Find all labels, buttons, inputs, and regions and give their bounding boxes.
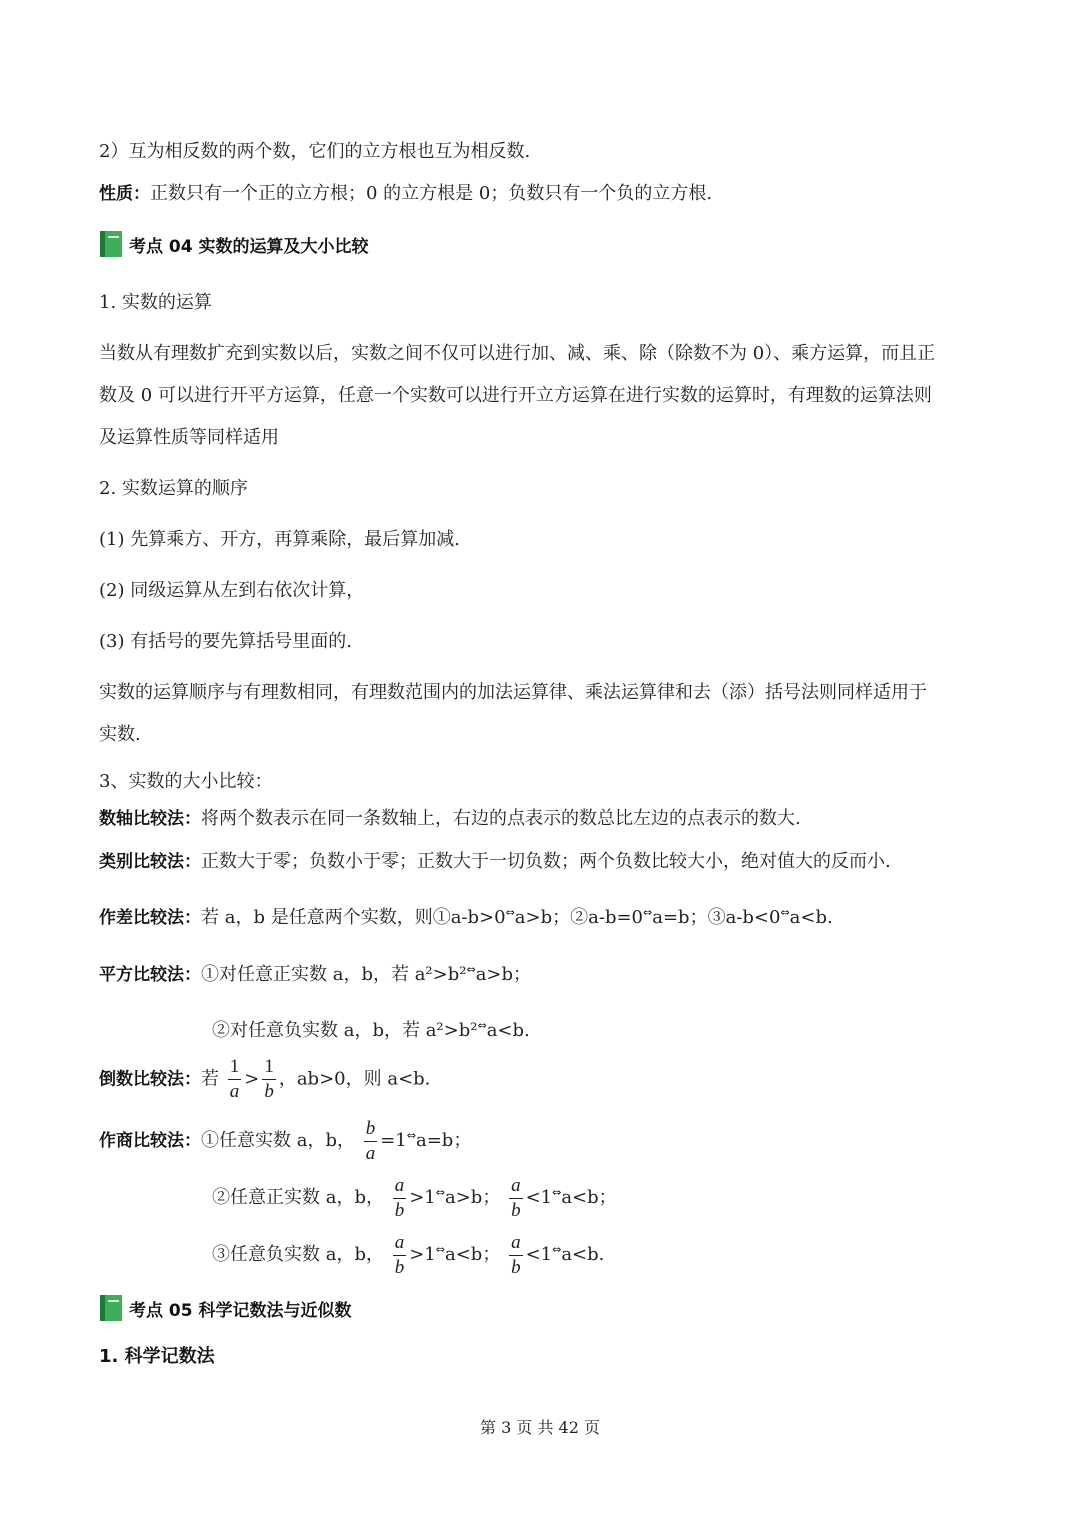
- fraction-one-over-a: $\frac{1}{a}$: [229, 1056, 240, 1102]
- iff-symbol: ⇔: [435, 1243, 445, 1256]
- formula-text: a>b；: [475, 964, 532, 985]
- section-heading-05: [99, 1292, 352, 1324]
- paragraph-line: 及运算性质等同样适用: [99, 427, 279, 448]
- formula-text: 若: [201, 1068, 219, 1090]
- fraction-b-over-a: $\frac{b}{a}$: [365, 1117, 376, 1164]
- page-footer: 第 3 页 共 42 页: [480, 1418, 600, 1437]
- formula-text: a=b；: [415, 1130, 472, 1151]
- order-item-1: (1) 先算乘方、开方，再算乘除，最后算加减.: [99, 529, 460, 550]
- formula-text: >1: [409, 1187, 436, 1208]
- iff-symbol: ⇔: [477, 1019, 487, 1032]
- iff-symbol: ⇔: [552, 1243, 562, 1256]
- iff-symbol: ⇔: [643, 906, 653, 919]
- formula-text: a<b；: [444, 1244, 501, 1265]
- formula-text: ①任意实数 a，b，: [201, 1130, 355, 1151]
- subheading-order: 2. 实数运算的顺序: [99, 478, 248, 499]
- line-cube-root-opposite: 2）互为相反数的两个数，它们的立方根也互为相反数.: [99, 141, 531, 162]
- iff-symbol: ⇔: [552, 1186, 562, 1199]
- method-quotient: [99, 1113, 471, 1165]
- order-item-3: (3) 有括号的要先算括号里面的.: [99, 631, 352, 652]
- iff-symbol: ⇔: [406, 1129, 416, 1142]
- formula-text: ②任意正实数 a，b，: [212, 1187, 384, 1208]
- section-heading-04: [99, 228, 369, 260]
- property-label: 性质：: [99, 184, 150, 204]
- order-item-2: (2) 同级运算从左到右依次计算，: [99, 580, 365, 601]
- formula-text: a<b.: [486, 1020, 530, 1041]
- iff-symbol: ⇔: [780, 906, 790, 919]
- paragraph-line: 当数从有理数扩充到实数以后，实数之间不仅可以进行加、减、乘、除（除数不为 0）、乘方运算，而且正: [99, 343, 936, 364]
- iff-symbol: ⇔: [435, 1186, 445, 1199]
- method-label: 数轴比较法：: [99, 809, 201, 829]
- formula-text: a=b；③a-b<0: [652, 907, 781, 928]
- property-text: 正数只有一个正的立方根；0 的立方根是 0；负数只有一个负的立方根.: [150, 183, 713, 204]
- fraction-a-over-b: $\frac{a}{b}$: [394, 1174, 405, 1221]
- iff-symbol: ⇔: [466, 963, 476, 976]
- paragraph-line: 实数.: [99, 724, 141, 745]
- formula-text: <1: [525, 1187, 553, 1208]
- formula-text: ③任意负实数 a，b，: [212, 1244, 384, 1265]
- fraction-a-over-b: $\frac{a}{b}$: [394, 1231, 405, 1278]
- formula-text: a>b；②a-b=0: [514, 907, 644, 928]
- formula-text: a<b.: [789, 907, 833, 928]
- method-label: 平方比较法：: [99, 965, 201, 985]
- method-square-negative: [212, 1013, 530, 1044]
- formula-text: ②对任意负实数 a，b，若 a²>b²: [212, 1020, 478, 1041]
- formula-text: <1: [525, 1244, 553, 1265]
- method-label: 类别比较法：: [99, 852, 201, 872]
- method-quotient-negative: [212, 1227, 604, 1279]
- book-icon: [99, 230, 123, 258]
- formula-text: ①对任意正实数 a，b，若 a²>b²: [201, 964, 467, 985]
- formula-text: a<b.: [561, 1244, 605, 1265]
- formula-text: >1: [409, 1244, 436, 1265]
- formula-text: 若 a，b 是任意两个实数，则①a-b>0: [201, 907, 506, 928]
- section-title-04: 考点 04 实数的运算及大小比较: [129, 236, 369, 257]
- formula-text: a<b；: [561, 1187, 617, 1208]
- formula-text: =1: [380, 1130, 407, 1151]
- paragraph-line: 数及 0 可以进行开平方运算，任意一个实数可以进行开立方运算在进行实数的运算时，有理数的运算法则: [99, 385, 932, 406]
- subheading-scientific-notation: 1. 科学记数法: [99, 1346, 215, 1367]
- paragraph-line: 实数的运算顺序与有理数相同，有理数范围内的加法运算律、乘法运算律和去（添）括号法则同样适用于: [99, 682, 927, 703]
- formula-text: a>b；: [444, 1187, 501, 1208]
- subheading-real-operations: 1. 实数的运算: [99, 292, 212, 313]
- formula-text: ，ab>0，则 a<b.: [278, 1068, 431, 1090]
- method-category: [99, 849, 891, 875]
- book-icon: [99, 1294, 123, 1322]
- iff-symbol: ⇔: [505, 906, 515, 919]
- line-property: [99, 181, 712, 207]
- method-number-line: [99, 806, 801, 832]
- fraction-one-over-b: $\frac{1}{b}$: [264, 1056, 274, 1102]
- method-label: 作商比较法：: [99, 1131, 201, 1151]
- method-text: 将两个数表示在同一条数轴上，右边的点表示的数总比左边的点表示的数大.: [201, 808, 801, 829]
- method-label: 倒数比较法：: [99, 1069, 201, 1090]
- method-text: 正数大于零；负数小于零；正数大于一切负数；两个负数比较大小，绝对值大的反而小.: [201, 851, 891, 872]
- section-title-05: 考点 05 科学记数法与近似数: [129, 1300, 352, 1321]
- gt-symbol: >: [244, 1068, 260, 1090]
- method-square: [99, 957, 531, 988]
- fraction-a-over-b: $\frac{a}{b}$: [511, 1231, 521, 1278]
- method-difference: [99, 900, 833, 931]
- method-label: 作差比较法：: [99, 908, 201, 928]
- fraction-a-over-b: $\frac{a}{b}$: [511, 1174, 521, 1221]
- method-reciprocal: [99, 1056, 430, 1103]
- method-quotient-positive: [212, 1170, 617, 1222]
- subheading-comparison: 3、实数的大小比较：: [99, 771, 273, 792]
